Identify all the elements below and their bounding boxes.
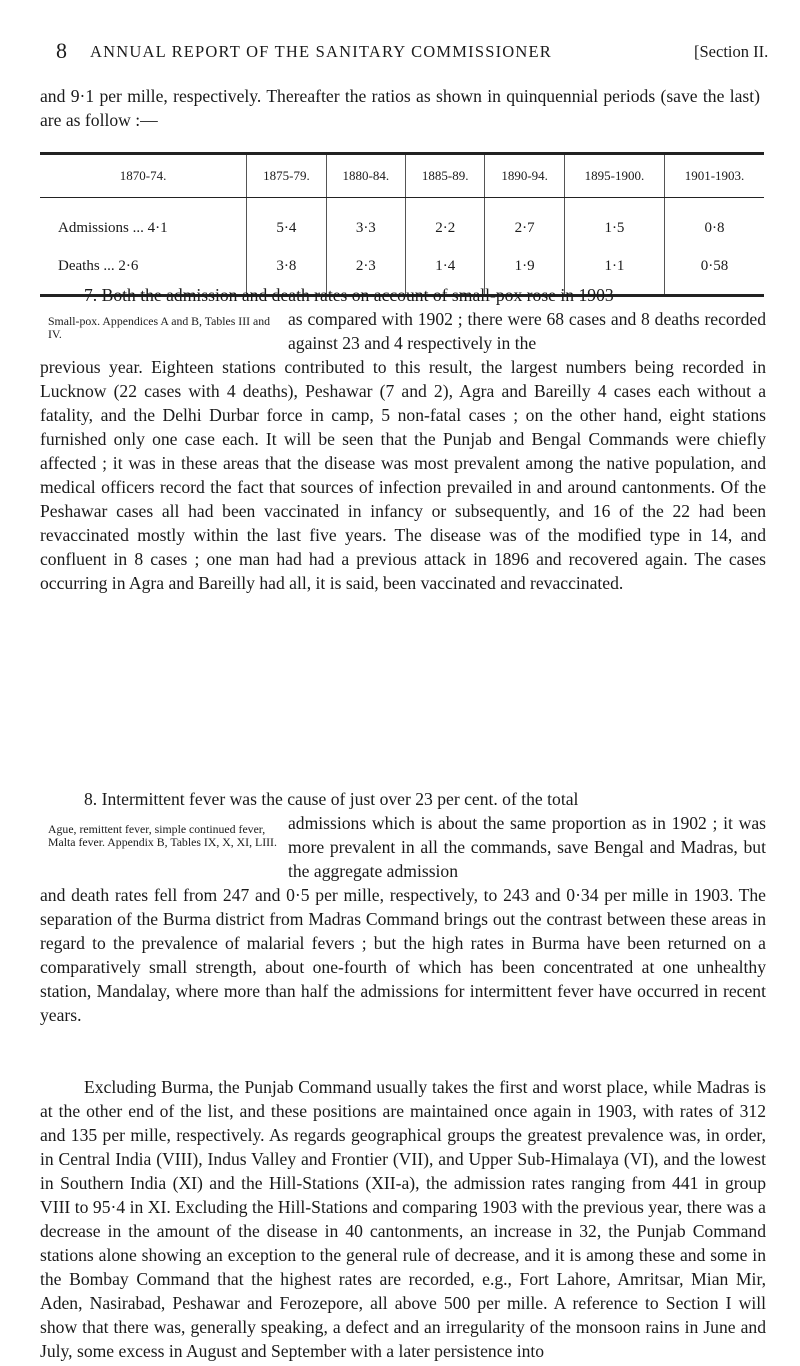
table-row bbox=[40, 198, 764, 248]
paragraph-8-beside-note: admissions which is about the same proportion as in 1902 ; it was more prevalent in all the commands, save Bengal and Madras, but the aggregate admission bbox=[288, 813, 766, 881]
page-number: 8 bbox=[56, 38, 67, 63]
table-cell: 1·5 bbox=[564, 198, 664, 248]
column-header: 1870-74. bbox=[40, 154, 247, 198]
column-header: 1880-84. bbox=[326, 154, 405, 198]
column-header: 1901-1903. bbox=[665, 154, 764, 198]
paragraph-8-first-line: 8. Intermittent fever was the cause of just over 23 per cent. of the total bbox=[84, 789, 579, 809]
page-header bbox=[0, 38, 800, 68]
column-header: 1895-1900. bbox=[564, 154, 664, 198]
margin-note-small-pox: Small-pox. Appendices A and B, Tables III and IV. bbox=[48, 314, 271, 341]
table-cell: 1·9 bbox=[485, 247, 564, 296]
table-cell: 3·3 bbox=[326, 198, 405, 248]
table-cell: 1·4 bbox=[406, 247, 485, 296]
table-cell: 5·4 bbox=[247, 198, 326, 248]
intro-paragraph: and 9·1 per mille, respectively. Thereafter the ratios as shown in quinquennial periods (save the last) are as follow :— bbox=[40, 86, 760, 130]
section-label: [Section II. bbox=[694, 42, 769, 61]
table-cell: 0·8 bbox=[665, 198, 764, 248]
column-header: 1885-89. bbox=[406, 154, 485, 198]
paragraph-7-beside-note: as compared with 1902 ; there were 68 cases and 8 deaths recorded against 23 and 4 respectively in the bbox=[288, 309, 766, 353]
table-cell: 2·7 bbox=[485, 198, 564, 248]
table-cell: 2·3 bbox=[326, 247, 405, 296]
quinquennial-table bbox=[40, 152, 764, 297]
running-title: ANNUAL REPORT OF THE SANITARY COMMISSIONER bbox=[90, 42, 553, 61]
row-label: Admissions ... 4·1 bbox=[58, 219, 168, 236]
table-cell: 3·8 bbox=[247, 247, 326, 296]
paragraph-7-body: previous year. Eighteen stations contributed to this result, the largest numbers being recorded in Lucknow (22 cases with 4 deaths), Peshawar (7 and 2), Agra and Bareilly 4 cases each without a fatality, and the Delhi Durbar force in camp, 5 non-fatal cases ; on the other hand, eight stations furnished only one case each. It will be seen that the Punjab and Bengal Commands were chiefly affected ; it was in these areas that the disease was most prevalent among the native population, and medical officers record the fact that sources of infection prevailed in and around cantonments. Of the Peshawar cases all had been vaccinated in infancy or subsequently, and 16 of the 22 had been revaccinated mostly within the last five years. The disease was of the modified type in 14, and confluent in 8 cases ; one man had had a previous attack in 1896 and recovered again. The cases occurring in Agra and Bareilly had all, it is said, been vaccinated and revaccinated. bbox=[40, 357, 766, 593]
table-cell: 2·2 bbox=[406, 198, 485, 248]
paragraph-8-body: and death rates fell from 247 and 0·5 per mille, respectively, to 243 and 0·34 per mille in 1903. The separation of the Burma district from Madras Command brings out the contrast between these areas in regard to the prevalence of malarial fevers ; but the high rates in Burma have been returned on a comparatively small strength, about one-fourth of which has been concentrated at one unhealthy station, Mandalay, where more than half the admissions for intermittent fever have occurred in recent years. bbox=[40, 885, 766, 1025]
table-cell: 0·58 bbox=[665, 247, 764, 296]
column-header: 1890-94. bbox=[485, 154, 564, 198]
table-header-row bbox=[40, 154, 764, 198]
table-cell: 1·1 bbox=[564, 247, 664, 296]
margin-note-ague: Ague, remittent fever, simple continued fever, Malta fever. Appendix B, Tables IX, X, XI, LIII. bbox=[48, 822, 277, 849]
row-label: Deaths ... 2·6 bbox=[58, 257, 139, 274]
paragraph-7-first-line: 7. Both the admission and death rates on account of small-pox rose in 1903 bbox=[84, 285, 614, 305]
column-header: 1875-79. bbox=[247, 154, 326, 198]
paragraph-9: Excluding Burma, the Punjab Command usually takes the first and worst place, while Madras is at the other end of the list, and these positions are maintained once again in 1903, with rates of 312 and 135 per mille, respectively. As regards geographical groups the greatest prevalence was, in order, in Central India (VIII), Indus Valley and Frontier (VII), and Upper Sub-Himalaya (VI), and the lowest in Southern India (XI) and the Hill-Stations (XII-a), the admission rates ranging from 441 in group VIII to 95·4 in XI. Excluding the Hill-Stations and comparing 1903 with the previous year, there was a decrease in the amount of the disease in 40 cantonments, an increase in 32, the Punjab Command stations alone showing an exception to the general rule of decrease, and it is among these and some in the Bombay Command that the highest rates are recorded, e.g., Fort Lahore, Amritsar, Mian Mir, Aden, Nasirabad, Peshawar and Ferozepore, all above 500 per mille. A reference to Section I will show that there was, generally speaking, a defect and an irregularity of the monsoon rains in June and July, some excess in August and September with a later persistence into bbox=[40, 1077, 766, 1361]
